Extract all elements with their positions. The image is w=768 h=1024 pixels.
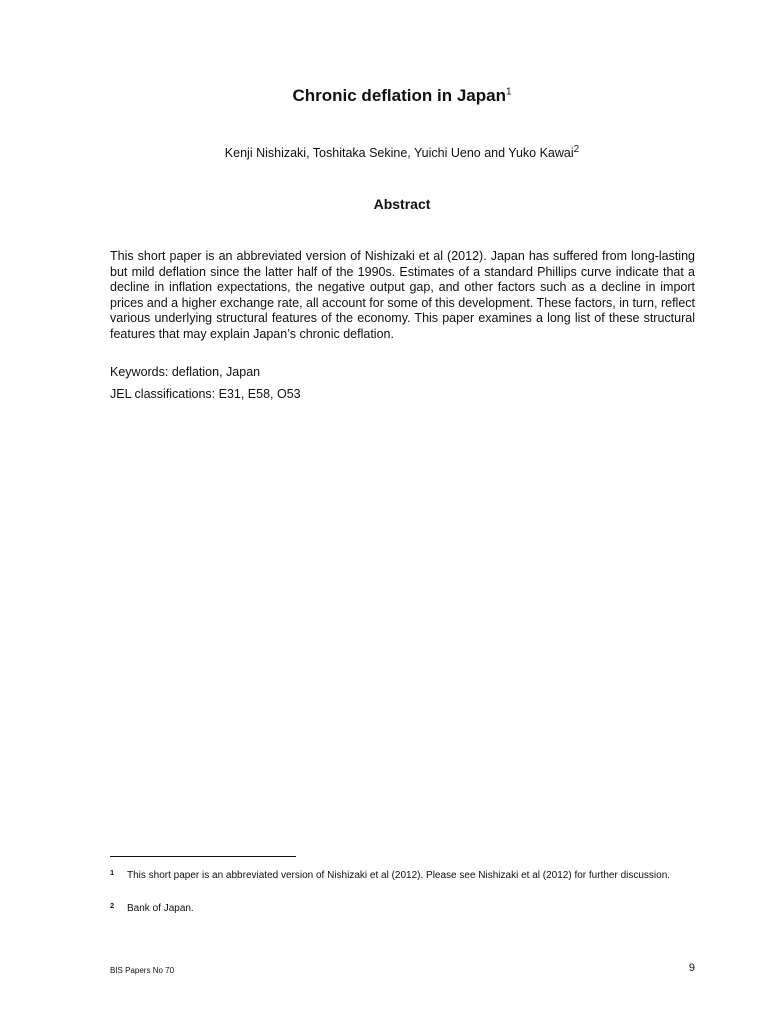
footnote-1-text: This short paper is an abbreviated version of Nishizaki et al (2012). Please see Nishizaki et al (2012) for further discussion. [127, 870, 671, 881]
jel-classifications: JEL classifications: E31, E58, O53 [110, 387, 301, 401]
paper-title [0, 86, 768, 106]
footnote-separator [110, 856, 296, 857]
author-names: Kenji Nishizaki, Toshitaka Sekine, Yuichi Ueno and Yuko Kawai [224, 146, 574, 160]
footnote-1 [110, 869, 695, 882]
author-list [0, 145, 768, 161]
abstract-heading: Abstract [373, 196, 431, 212]
title-footnote-mark: 1 [505, 86, 512, 98]
footnote-2-number: 2 [110, 901, 115, 910]
footnote-2-text: Bank of Japan. [127, 903, 194, 914]
authors-footnote-mark: 2 [573, 143, 580, 155]
abstract-text: This short paper is an abbreviated version of Nishizaki et al (2012). Japan has suffered from long-lasting but mild deflation since the latter half of the 1990s. Estimates of a standard Phillips curve indicate that a decline in inflation expectations, the negative output gap, and other factors such as a decline in import prices and a higher exchange rate, all account for some of this development. These factors, in turn, reflect various underlying structural features of the economy. This paper examines a long list of these structural features that may explain Japan’s chronic deflation. [110, 249, 695, 341]
paper-title-text: Chronic deflation in Japan [292, 86, 506, 105]
footnote-1-number: 1 [110, 868, 115, 877]
footnote-2 [110, 902, 695, 915]
footer-page-number: 9 [688, 962, 695, 974]
footer-series-name: BIS Papers No 70 [110, 966, 175, 975]
keywords-line: Keywords: deflation, Japan [110, 365, 261, 379]
